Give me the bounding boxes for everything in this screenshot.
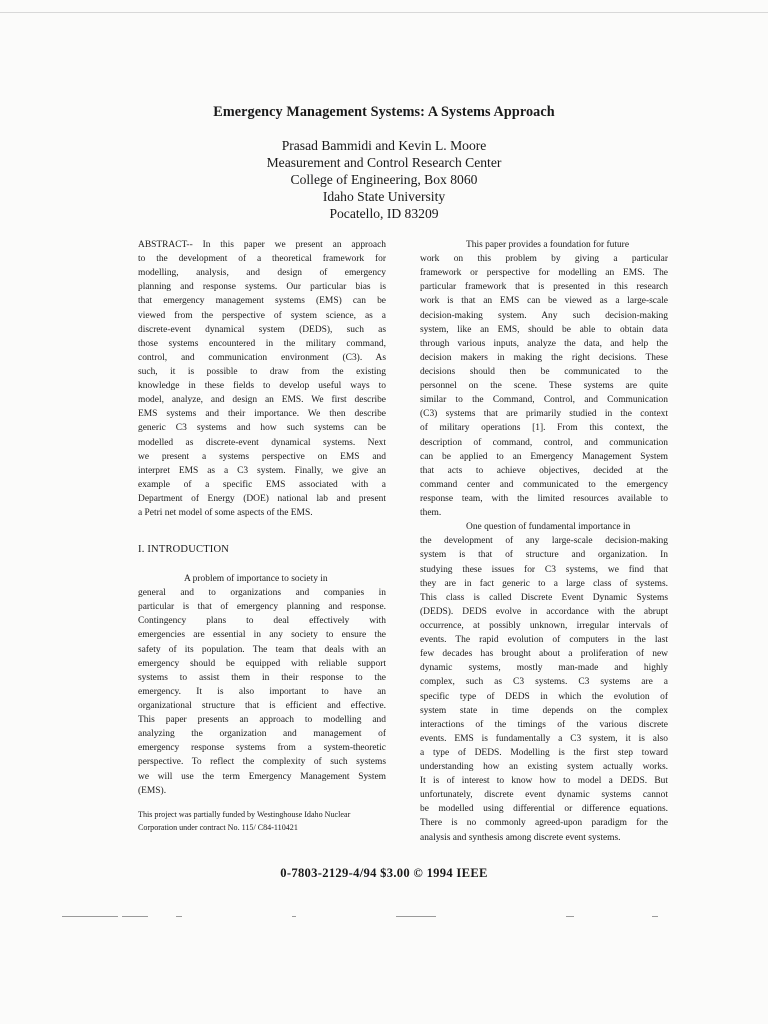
text-line: generic C3 systems and how such systems can be [138, 423, 386, 434]
text-line: analyzing the organization and management of [138, 729, 386, 740]
text-line: those systems encountered in the military command, [138, 338, 386, 349]
text-line: work on this problem by giving a particular [420, 254, 668, 265]
text-line: decision-making system. Any such decision-making [420, 310, 668, 321]
text-line: to the development of a theoretical framework for [138, 254, 386, 265]
text-line: decisions should then be communicated to the [420, 366, 668, 377]
text-line: command center and communicated to the emergency [420, 479, 668, 490]
text-line: occurrence, at possibly unknown, irregular intervals of [420, 620, 668, 631]
affiliation-city: Pocatello, ID 83209 [329, 206, 439, 221]
text-line: This class is called Discrete Event Dynamic Systems [420, 592, 668, 603]
text-line: them. [420, 508, 442, 519]
text-line: model, analyze, and design an EMS. We first describe [138, 395, 386, 406]
footnote-line: Corporation under contract No. 115/ C84-110421 [138, 822, 298, 832]
text-line: events. EMS is fundamentally a C3 system, it is also [420, 733, 668, 744]
text-line: events. The rapid evolution of computers in the last [420, 635, 668, 646]
text-line: example of a specific EMS associated with a [138, 479, 386, 490]
text-line: interactions of the timings of the various discrete [420, 719, 668, 730]
text-line: complex, such as C3 systems. C3 systems are a [420, 677, 668, 688]
text-line: personnel on the scene. These systems are quite [420, 381, 668, 392]
right-paragraph-1 [420, 238, 668, 520]
footnote-line: This project was partially funded by Westinghouse Idaho Nuclear [138, 810, 351, 819]
text-line: Department of Energy (DOE) national lab and present [138, 493, 386, 504]
text-line: that emergency management systems (EMS) can be [138, 296, 386, 307]
author-names: Prasad Bammidi and Kevin L. Moore [281, 138, 487, 153]
left-column-intro [138, 572, 386, 798]
text-line: This paper presents an approach to modelling and [138, 715, 386, 726]
text-line: unfortunately, discrete event dynamic systems cannot [420, 790, 668, 801]
funding-footnote [138, 809, 398, 834]
text-line: safety of its population. The team that deals with an [138, 644, 386, 655]
text-line: A problem of importance to society in [184, 574, 328, 584]
text-line: they are in fact generic to a large class of systems. [420, 578, 668, 589]
introduction-paragraph [138, 572, 386, 798]
text-line: particular framework that is presented in this research [420, 282, 668, 293]
text-line: specific type of DEDS in which the evolution of [420, 691, 668, 702]
affiliation-college: College of Engineering, Box 8060 [290, 172, 478, 187]
affiliation-center: Measurement and Control Research Center [266, 155, 502, 170]
text-line: systems to assist them in their response to the [138, 672, 386, 683]
left-column [138, 238, 386, 520]
text-line: studying these issues for C3 systems, we find that [420, 564, 668, 575]
copyright-line: 0-7803-2129-4/94 $3.00 © 1994 IEEE [280, 866, 488, 880]
text-line: decision makers in making the right decisions. These [420, 352, 668, 363]
text-line: framework or perspective for modelling an EMS. The [420, 268, 668, 279]
text-line: interpret EMS as a C3 system. Finally, we give an [138, 465, 386, 476]
text-line: control, and communication environment (C3). As [138, 352, 386, 363]
text-line: the development of any large-scale decision-making [420, 536, 668, 547]
right-paragraph-2 [420, 520, 668, 845]
text-line: general and to organizations and companies in [138, 588, 386, 599]
text-line: perspective. To reflect the complexity of such systems [138, 757, 386, 768]
section-heading-introduction: I. INTRODUCTION [138, 544, 230, 555]
text-line: There is no commonly agreed-upon paradigm for the [420, 818, 668, 829]
text-line: Contingency plans to deal effectively with [138, 616, 386, 627]
text-line: of military operations [1]. From this context, the [420, 423, 668, 434]
text-line: work is that an EMS can be viewed as a large-scale [420, 296, 668, 307]
text-line: a type of DEDS. Modelling is the first step toward [420, 747, 668, 758]
text-line: discrete-event dynamical system (DEDS), such as [138, 324, 386, 335]
text-line: This paper provides a foundation for future [466, 240, 630, 250]
text-line: emergencies are essential in any society to ensure the [138, 630, 386, 641]
text-line: EMS systems and their importance. We then describe [138, 409, 386, 420]
text-line: response team, with the limited resources available to [420, 493, 668, 504]
text-line: through various inputs, analyze the data, and help the [420, 338, 668, 349]
text-line: description of command, control, and communication [420, 437, 668, 448]
text-line: be modelled using differential or difference equations. [420, 804, 668, 815]
text-line: modelling, analysis, and design of emergency [138, 268, 386, 279]
text-line: viewed from the perspective of system science, as a [138, 310, 386, 321]
text-line: modelled as discrete-event dynamical systems. Next [138, 437, 386, 448]
text-line: One question of fundamental importance in [466, 522, 631, 533]
right-column [420, 238, 668, 845]
text-line: understanding how an existing system actually works. [420, 762, 668, 773]
text-line: knowledge in these fields to develop useful ways to [138, 381, 386, 392]
text-line: few decades has brought about a proliferation of new [420, 649, 668, 660]
paper-title: Emergency Management Systems: A Systems Approach [213, 104, 555, 120]
text-line: emergency. It is also important to have an [138, 686, 386, 697]
text-line: such, it is possible to draw from the existing [138, 366, 386, 377]
text-line: ABSTRACT-- In this paper we present an approach [138, 240, 386, 250]
abstract-paragraph [138, 238, 386, 520]
text-line: we present a systems perspective on EMS and [138, 451, 386, 462]
text-line: system, like an EMS, should be able to obtain data [420, 324, 668, 335]
author-affiliation-block [0, 137, 768, 222]
text-line: system state in time depends on the complex [420, 705, 668, 716]
text-line: can be applied to an Emergency Management System [420, 451, 668, 462]
text-line: emergency should be equipped with reliable support [138, 658, 386, 669]
affiliation-university: Idaho State University [322, 189, 446, 204]
text-line: (C3) systems that are primarily studied in the context [420, 409, 668, 420]
text-line: emergency response systems from a system-theoretic [138, 743, 386, 754]
scan-edge-line [0, 12, 768, 13]
text-line: that acts to achieve objectives, decided at the [420, 465, 668, 476]
text-line: similar to the Command, Control, and Communication [420, 395, 668, 406]
scan-artifact-marks [0, 914, 768, 920]
text-line: analysis and synthesis among discrete event systems. [420, 832, 621, 843]
text-line: organizational structure that is efficient and effective. [138, 700, 386, 711]
text-line: planning and response systems. Our particular bias is [138, 282, 386, 293]
text-line: (DEDS). DEDS evolve in accordance with the abrupt [420, 606, 668, 617]
text-line: we will use the term Emergency Management System [138, 771, 386, 782]
text-line: system is that of structure and organization. In [420, 550, 668, 561]
text-line: a Petri net model of some aspects of the EMS. [138, 508, 313, 519]
text-line: It is of interest to know how to model a DEDS. But [420, 776, 668, 787]
text-line: dynamic systems, mostly man-made and highly [420, 663, 668, 674]
text-line: particular is that of emergency planning and response. [138, 602, 386, 613]
text-line: (EMS). [138, 785, 167, 796]
